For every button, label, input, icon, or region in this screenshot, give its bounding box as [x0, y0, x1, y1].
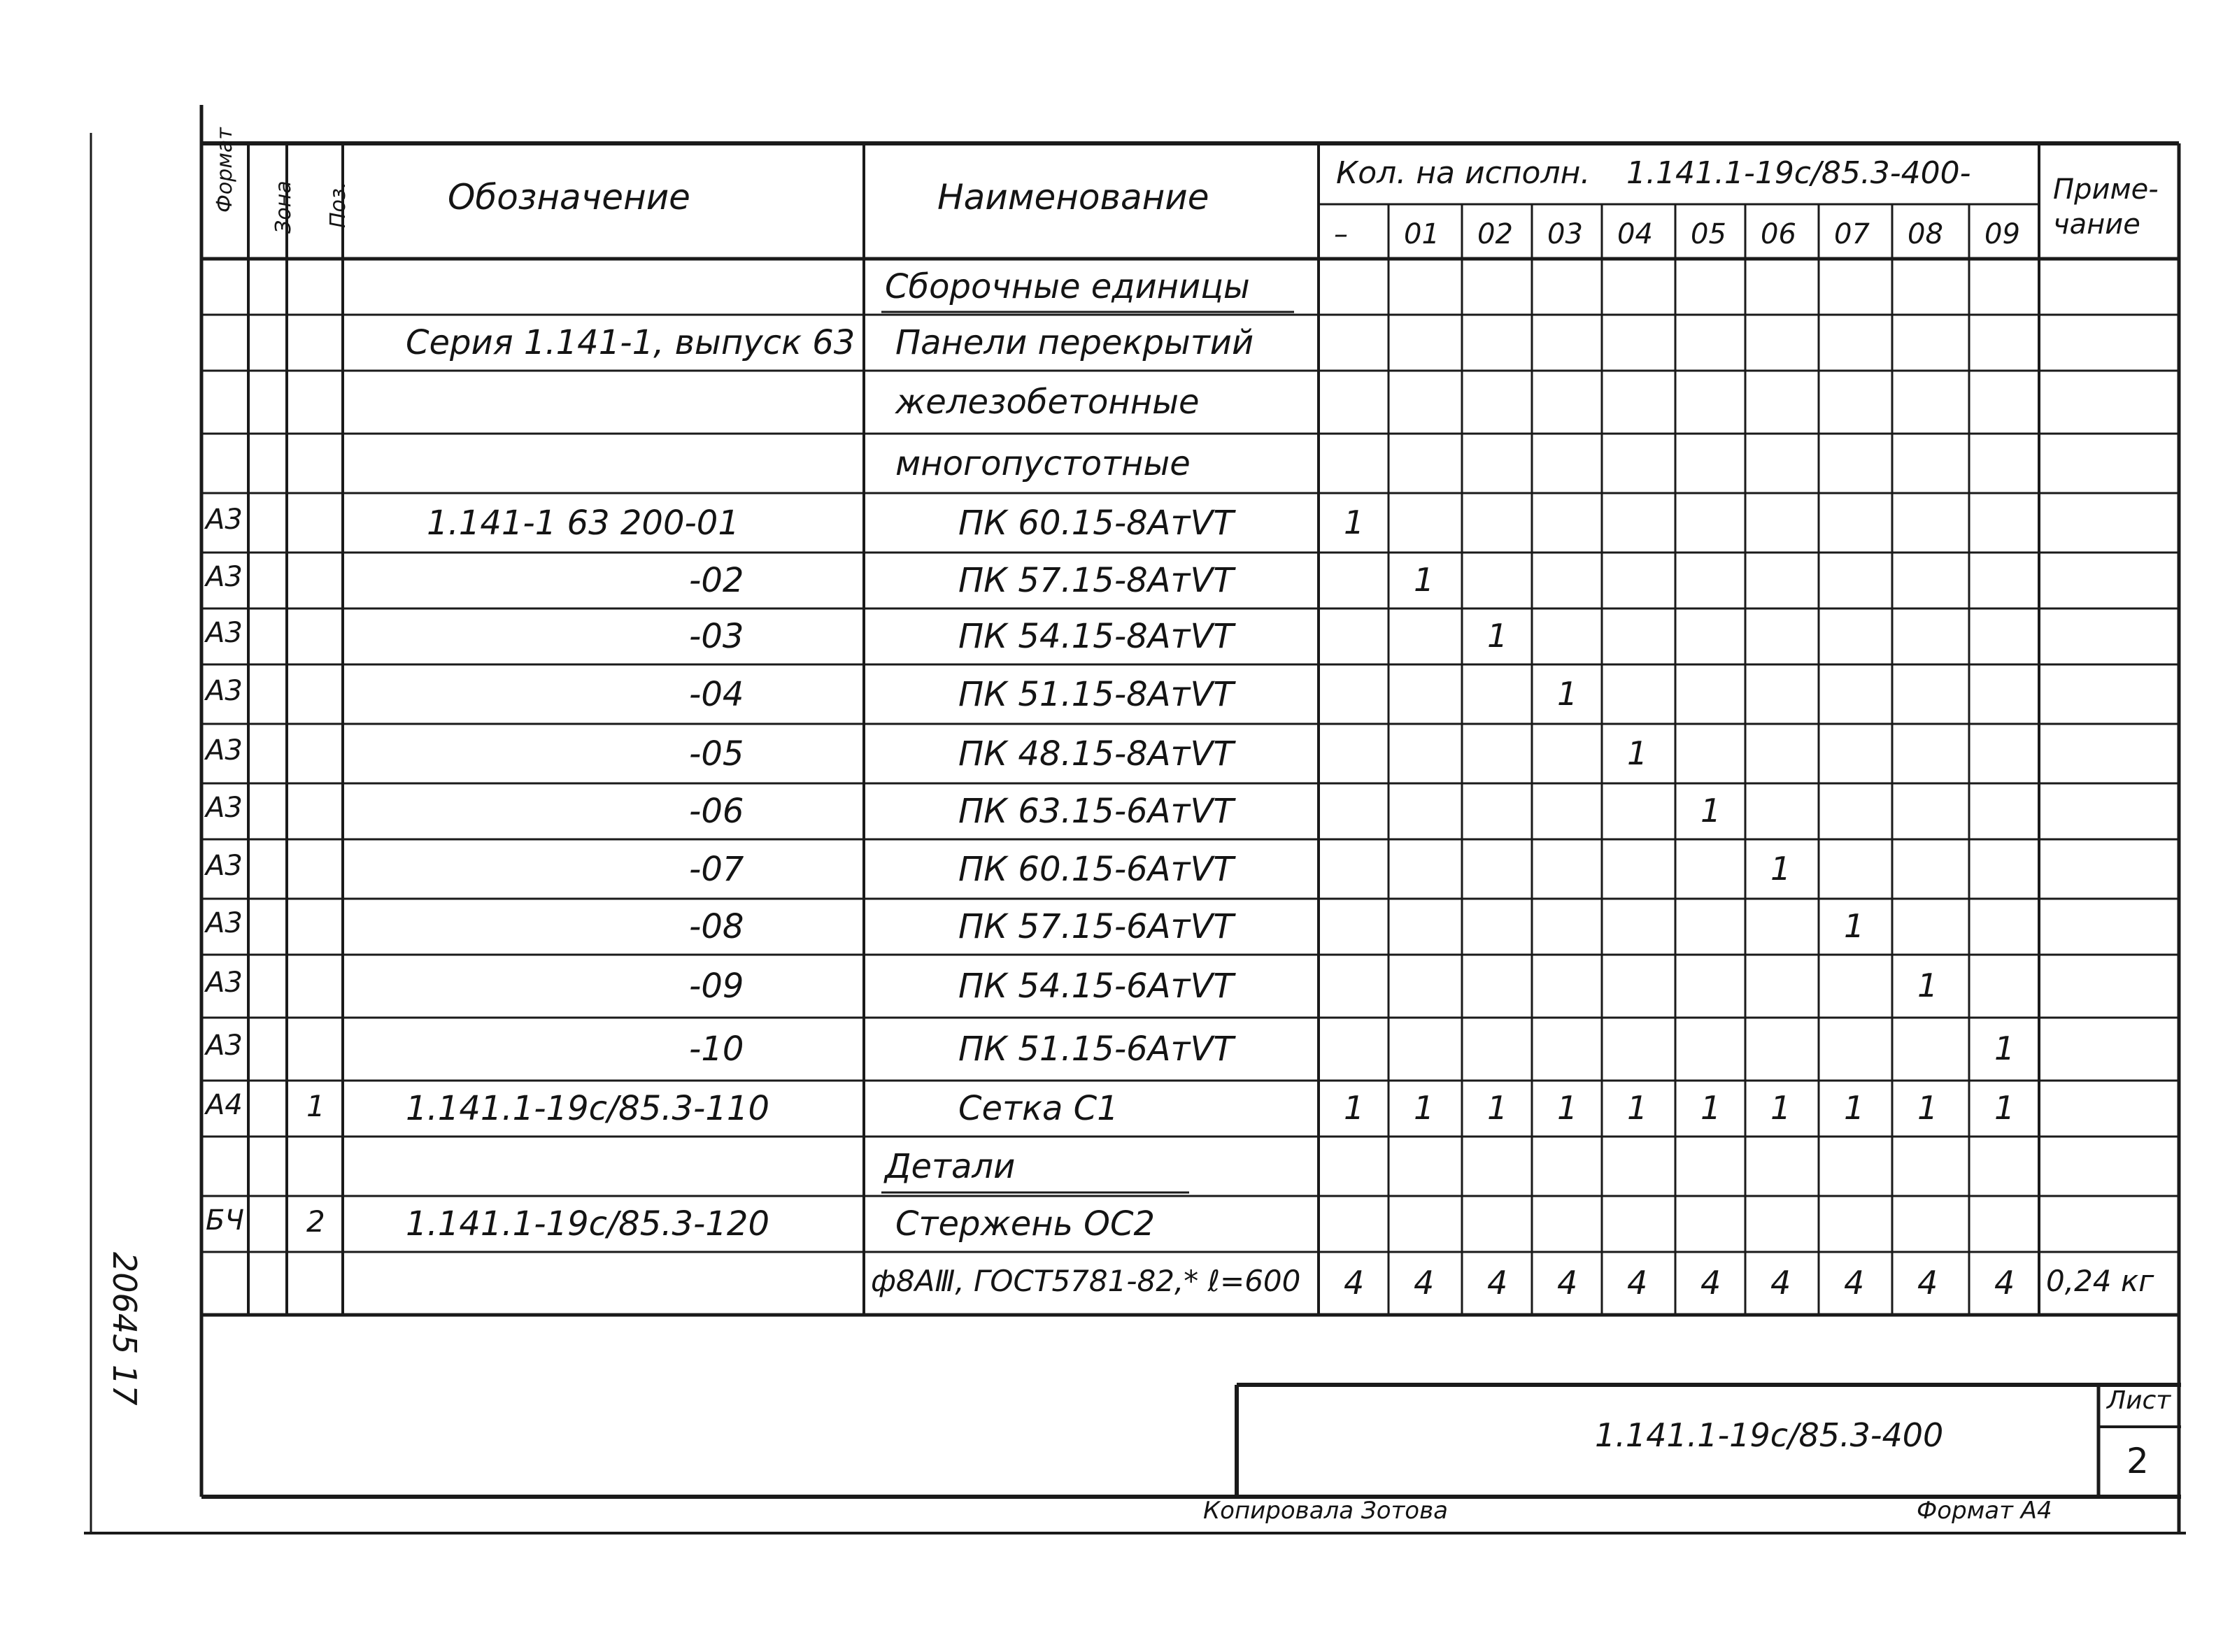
row-name: ПК 51.15-8АтⅤТ — [958, 674, 1234, 714]
row-name: Сборочные единицы — [885, 267, 1250, 306]
row-qty: 4 — [1487, 1264, 1508, 1302]
row-name: ПК 63.15-6АтⅤТ — [958, 792, 1234, 831]
row-qty: 1 — [1557, 674, 1578, 713]
row-qty: 1 — [1994, 1089, 2015, 1127]
row-format: А3 — [206, 617, 243, 649]
header-variant: 02 — [1477, 218, 1513, 250]
row-qty: 4 — [1844, 1264, 1865, 1302]
row-qty: 1 — [1770, 849, 1791, 888]
footer-copied-by: Копировала Зотова — [1203, 1497, 1448, 1525]
header-variant: 01 — [1404, 218, 1440, 250]
row-qty: 1 — [1917, 967, 1938, 1004]
row-designation: 1.141.1-19с/85.3-110 — [406, 1089, 769, 1128]
header-format: Формат — [213, 127, 237, 213]
row-name: Стержень ОС2 — [895, 1204, 1156, 1244]
row-qty: 4 — [1770, 1264, 1791, 1302]
row-format: А3 — [206, 674, 243, 707]
row-format: А3 — [206, 503, 243, 536]
row-qty: 4 — [1994, 1264, 2015, 1302]
row-qty: 1 — [1414, 1089, 1435, 1127]
row-format: А3 — [206, 561, 243, 593]
row-qty: 1 — [1844, 1089, 1865, 1127]
row-qty: 1 — [1414, 561, 1435, 599]
row-qty: 4 — [1917, 1264, 1938, 1302]
header-zone: Зона — [271, 180, 296, 234]
row-format: А3 — [206, 967, 243, 999]
row-qty: 4 — [1344, 1264, 1365, 1302]
stamp-doc-code: 1.141.1-19с/85.3-400 — [1595, 1416, 1944, 1454]
row-pos: 2 — [306, 1204, 325, 1239]
row-qty: 1 — [1344, 503, 1365, 541]
row-designation: -10 — [689, 1030, 744, 1069]
row-qty: 4 — [1414, 1264, 1435, 1302]
row-name: железобетонные — [895, 383, 1200, 422]
row-name: Сетка С1 — [958, 1089, 1118, 1128]
row-name: ф8АⅢ, ГОСТ5781-82,* ℓ=600 — [871, 1264, 1301, 1298]
row-format: А3 — [206, 907, 243, 939]
row-qty: 1 — [1770, 1089, 1791, 1127]
row-qty: 1 — [1844, 907, 1865, 945]
row-designation: -06 — [689, 792, 744, 831]
row-qty: 4 — [1627, 1264, 1648, 1302]
row-qty: 1 — [1557, 1089, 1578, 1127]
row-designation: Серия 1.141-1, выпуск 63 — [406, 323, 855, 362]
row-name: ПК 60.15-8АтⅤТ — [958, 503, 1234, 543]
header-qty: Кол. на исполн. — [1336, 155, 1591, 191]
row-qty: 1 — [1627, 1089, 1648, 1127]
header-qty-doc: 1.141.1-19с/85.3-400- — [1626, 155, 1971, 191]
row-note: 0,24 кг — [2046, 1264, 2154, 1298]
header-variant: 07 — [1834, 218, 1870, 250]
row-format: А4 — [206, 1089, 243, 1121]
header-note-line2: чание — [2053, 208, 2140, 241]
row-name: ПК 51.15-6АтⅤТ — [958, 1030, 1234, 1069]
row-name: Панели перекрытий — [895, 323, 1254, 362]
row-format: А3 — [206, 734, 243, 767]
header-name: Наименование — [937, 177, 1209, 218]
row-name: ПК 57.15-8АтⅤТ — [958, 561, 1234, 600]
row-designation: 1.141.1-19с/85.3-120 — [406, 1204, 769, 1244]
header-variant: – — [1334, 218, 1348, 250]
row-pos: 1 — [306, 1089, 325, 1123]
stamp-sheet-number: 2 — [2126, 1441, 2149, 1481]
header-variant: 06 — [1761, 218, 1796, 250]
footer-format: Формат А4 — [1917, 1497, 2052, 1525]
row-name: ПК 54.15-8АтⅤТ — [958, 617, 1234, 656]
row-qty: 1 — [1344, 1089, 1365, 1127]
row-designation: -08 — [689, 907, 744, 946]
row-designation: -03 — [689, 617, 744, 656]
row-format: А3 — [206, 1030, 243, 1062]
row-name: ПК 54.15-6АтⅤТ — [958, 967, 1234, 1006]
row-qty: 1 — [1994, 1030, 2015, 1067]
header-variant: 04 — [1617, 218, 1653, 250]
row-qty: 1 — [1487, 1089, 1508, 1127]
header-variant: 03 — [1547, 218, 1583, 250]
row-designation: -07 — [689, 849, 744, 889]
row-designation: -04 — [689, 674, 744, 714]
row-designation: 1.141-1 63 200-01 — [427, 503, 739, 543]
row-format: БЧ — [206, 1204, 244, 1237]
header-designation: Обозначение — [448, 177, 690, 218]
row-name: ПК 48.15-8АтⅤТ — [958, 734, 1234, 774]
row-name: Детали — [885, 1146, 1016, 1186]
row-name: ПК 60.15-6АтⅤТ — [958, 849, 1234, 889]
row-name: многопустотные — [895, 443, 1191, 483]
row-designation: -02 — [689, 561, 744, 600]
row-qty: 1 — [1700, 792, 1721, 829]
row-designation: -09 — [689, 967, 744, 1006]
stamp-sheet-label: Лист — [2107, 1386, 2171, 1415]
row-qty: 1 — [1487, 617, 1508, 655]
row-format: А3 — [206, 849, 243, 882]
row-name: ПК 57.15-6АтⅤТ — [958, 907, 1234, 946]
header-pos: Поз. — [326, 181, 350, 228]
row-qty: 1 — [1700, 1089, 1721, 1127]
header-variant: 05 — [1691, 218, 1726, 250]
row-qty: 1 — [1627, 734, 1648, 772]
header-note-line1: Приме- — [2053, 173, 2159, 206]
row-designation: -05 — [689, 734, 744, 774]
row-qty: 1 — [1917, 1089, 1938, 1127]
row-format: А3 — [206, 792, 243, 824]
header-variant: 09 — [1984, 218, 2020, 250]
row-qty: 4 — [1557, 1264, 1578, 1302]
row-qty: 4 — [1700, 1264, 1721, 1302]
header-variant: 08 — [1908, 218, 1943, 250]
margin-note: 20645 17 — [106, 1252, 143, 1406]
